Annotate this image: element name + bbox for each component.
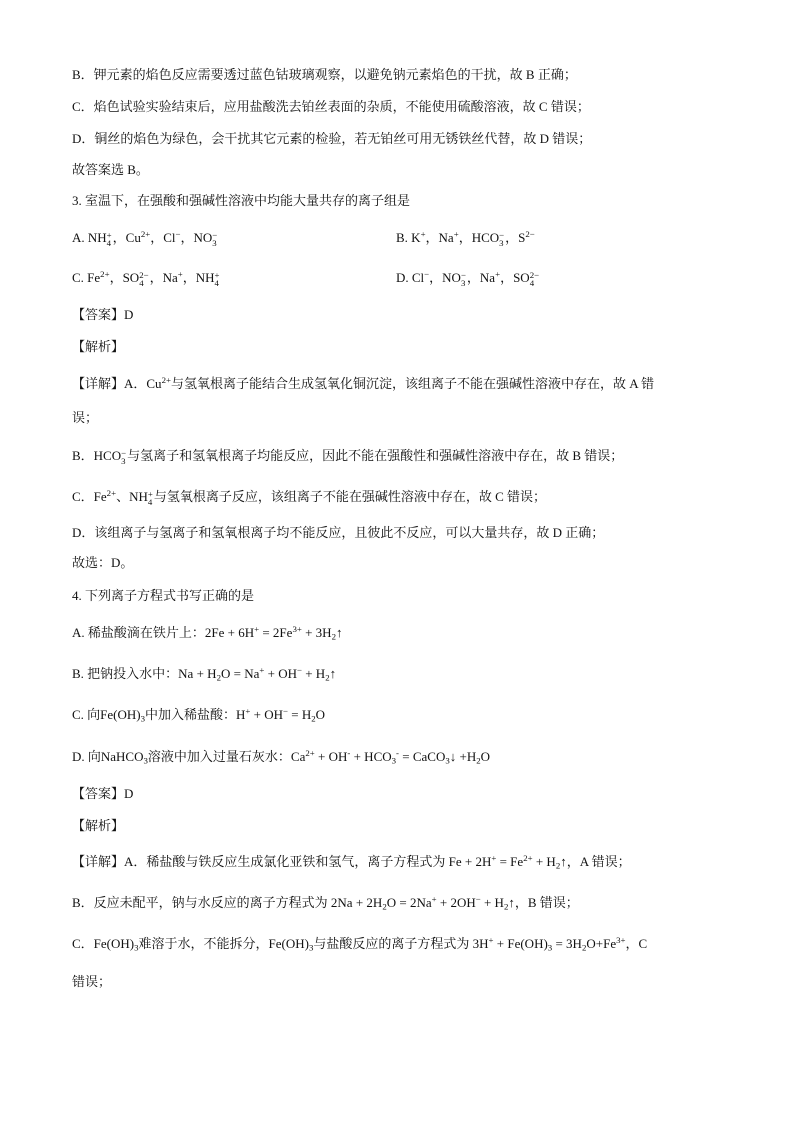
subscript: 2 xyxy=(216,672,221,683)
q3-analysis-label: 【解析】 xyxy=(72,339,125,354)
subscript: 2 xyxy=(331,631,336,642)
text-run: + H xyxy=(532,854,556,869)
text-run: D. Cl xyxy=(396,270,425,285)
text-run: A. NH xyxy=(72,230,107,245)
q3-detail-b xyxy=(72,447,623,465)
text-run: ，Cl xyxy=(150,230,176,245)
q3-option-a xyxy=(72,229,218,247)
superscript: + xyxy=(491,853,497,864)
q2-conclusion: 故答案选 B。 xyxy=(72,162,149,177)
q4-detail-c xyxy=(72,935,647,953)
subscript: 3 xyxy=(143,755,148,766)
superscript: 2− xyxy=(139,269,149,280)
text-run: ，HCO xyxy=(458,230,500,245)
superscript: − xyxy=(296,665,302,676)
q2-explanation-b: B．钾元素的焰色反应需要透过蓝色钴玻璃观察，以避免钠元素焰色的干扰，故 B 正确； xyxy=(72,67,577,82)
q4-answer: 【答案】D xyxy=(72,786,134,801)
superscript: 3+ xyxy=(616,935,626,946)
superscript: + xyxy=(420,229,426,240)
text-run: + 2OH xyxy=(436,895,476,910)
text-run: B．HCO xyxy=(72,448,122,463)
superscript: + xyxy=(254,624,260,635)
text-run: + 3H xyxy=(301,625,332,640)
text-run: = H xyxy=(288,707,312,722)
text-run: A. 稀盐酸滴在铁片上：2Fe + 6H xyxy=(72,625,255,640)
text-run: B．反应未配平，钠与水反应的离子方程式为 2Na + 2H xyxy=(72,895,383,910)
superscript: 2+ xyxy=(523,853,533,864)
text-run: 溶液中加入过量石灰水：Ca xyxy=(147,749,306,764)
superscript: − xyxy=(424,269,430,280)
text-run: ，SO xyxy=(500,270,530,285)
text-run: C. Fe xyxy=(72,270,101,285)
ion-charge-stack xyxy=(139,271,148,288)
superscript: + xyxy=(259,665,265,676)
superscript: + xyxy=(453,229,459,240)
text-run: ，NO xyxy=(180,230,213,245)
text-run: O xyxy=(315,707,326,722)
text-run: ↑，A 错误； xyxy=(560,854,631,869)
text-run: + OH xyxy=(314,749,348,764)
text-run: ↑ xyxy=(329,666,337,681)
text-run: ，NO xyxy=(429,270,461,285)
text-run: ↓ +H xyxy=(449,749,477,764)
q2-explanation-c: C．焰色试验实验结束后，应用盐酸洗去铂丝表面的杂质，不能使用硫酸溶液，故 C 错误； xyxy=(72,99,590,114)
q3-detail-a-continued: 误； xyxy=(72,410,99,425)
subscript: 4 xyxy=(529,277,535,288)
text-run: O xyxy=(480,749,491,764)
superscript: + xyxy=(106,229,112,240)
q3-stem: 3. 室温下，在强酸和强碱性溶液中均能大量共存的离子组是 xyxy=(72,193,411,208)
q3-conclusion: 故选：D。 xyxy=(72,555,134,570)
subscript: 3 xyxy=(547,942,553,953)
text-run: = CaCO xyxy=(399,749,446,764)
text-run: = 2Fe xyxy=(259,625,293,640)
text-run: = 3H xyxy=(552,936,582,951)
superscript: 2+ xyxy=(140,229,151,240)
subscript: 2 xyxy=(325,672,330,683)
q2-explanation-d: D．铜丝的焰色为绿色，会干扰其它元素的检验，若无铂丝可用无锈铁丝代替，故 D 错误； xyxy=(72,131,592,146)
ion-charge-stack xyxy=(530,271,539,288)
superscript: 2− xyxy=(525,229,535,240)
superscript: − xyxy=(499,229,505,240)
subscript: 3 xyxy=(134,942,139,953)
subscript: 2 xyxy=(503,901,509,912)
superscript: + xyxy=(495,269,501,280)
q4-detail-a xyxy=(72,853,631,871)
subscript: 4 xyxy=(106,237,112,248)
subscript: 3 xyxy=(308,942,314,953)
text-run: + HCO xyxy=(350,749,392,764)
superscript: + xyxy=(245,706,251,717)
text-run: 中加入稀盐酸：H xyxy=(145,707,246,722)
text-run: ，Na xyxy=(466,270,496,285)
text-run: ，C xyxy=(625,936,648,951)
text-run: 【详解】A．Cu xyxy=(72,376,162,391)
superscript: − xyxy=(175,229,181,240)
subscript: 3 xyxy=(460,277,466,288)
ion-charge-stack xyxy=(461,271,466,288)
q4-option-c xyxy=(72,706,325,724)
superscript: - xyxy=(347,748,351,759)
text-run: + OH xyxy=(264,666,297,681)
text-run: 与氢氧根离子能结合生成氢氧化铜沉淀，该组离子不能在强碱性溶液中存在，故 A 错 xyxy=(170,376,655,391)
q4-option-b xyxy=(72,665,336,683)
superscript: 2+ xyxy=(106,488,117,499)
text-run: O+Fe xyxy=(586,936,617,951)
subscript: 4 xyxy=(139,277,144,288)
text-run: ，S xyxy=(505,230,526,245)
text-run: ，Na xyxy=(149,270,178,285)
superscript: 2+ xyxy=(100,269,110,280)
superscript: − xyxy=(212,229,218,240)
ion-charge-stack xyxy=(212,231,217,248)
ion-charge-stack xyxy=(215,271,220,288)
q3-detail-c xyxy=(72,488,546,506)
text-run: 与氢氧根离子反应，该组离子不能在强碱性溶液中存在，故 C 错误； xyxy=(153,489,547,504)
superscript: + xyxy=(488,935,494,946)
superscript: 2+ xyxy=(161,375,171,386)
q3-detail-d: D．该组离子与氢离子和氢氧根离子均不能反应，且彼此不反应，可以大量共存，故 D 正确； xyxy=(72,525,605,540)
subscript: 3 xyxy=(445,755,450,766)
ion-charge-stack xyxy=(499,231,504,248)
ion-charge-stack xyxy=(121,449,126,466)
q4-detail-c-continued: 错误； xyxy=(72,974,112,989)
text-run: O = 2Na xyxy=(386,895,432,910)
text-run: 、NH xyxy=(116,489,148,504)
text-run: + H xyxy=(480,895,504,910)
q4-option-d xyxy=(72,748,490,766)
subscript: 3 xyxy=(499,237,504,248)
subscript: 4 xyxy=(147,496,153,507)
text-run: B. K xyxy=(396,230,421,245)
superscript: − xyxy=(121,447,127,458)
subscript: 2 xyxy=(311,713,316,724)
text-run: C. 向Fe(OH) xyxy=(72,707,141,722)
text-run: ，NH xyxy=(182,270,215,285)
superscript: − xyxy=(283,706,288,717)
subscript: 4 xyxy=(214,277,219,288)
text-run: ，SO xyxy=(109,270,140,285)
text-run: 难溶于水，不能拆分，Fe(OH) xyxy=(138,936,309,951)
text-run: 与盐酸反应的离子方程式为 3H xyxy=(313,936,489,951)
q3-answer: 【答案】D xyxy=(72,307,134,322)
superscript: 2+ xyxy=(305,748,315,759)
q3-option-c xyxy=(72,269,221,287)
text-run: O = Na xyxy=(220,666,260,681)
superscript: + xyxy=(431,894,437,905)
text-run: D. 向NaHCO xyxy=(72,749,144,764)
q3-detail-a xyxy=(72,375,654,393)
superscript: + xyxy=(214,269,220,280)
text-run: ↑ xyxy=(336,625,343,640)
superscript: + xyxy=(177,269,183,280)
q3-option-b xyxy=(396,229,535,247)
text-run: ，Cu xyxy=(112,230,141,245)
subscript: 3 xyxy=(391,755,397,766)
q4-detail-b xyxy=(72,894,579,912)
superscript: − xyxy=(475,894,481,905)
text-run: C．Fe xyxy=(72,489,107,504)
q3-option-d xyxy=(396,269,540,287)
superscript: − xyxy=(460,269,466,280)
subscript: 3 xyxy=(212,237,217,248)
superscript: 3+ xyxy=(292,624,302,635)
text-run: B. 把钠投入水中：Na + H xyxy=(72,666,217,681)
text-run: ↑，B 错误； xyxy=(508,895,579,910)
ion-charge-stack xyxy=(107,231,112,248)
subscript: 2 xyxy=(555,860,561,871)
superscript: - xyxy=(396,748,399,759)
q4-option-a xyxy=(72,624,343,642)
subscript: 3 xyxy=(121,455,126,466)
superscript: 2− xyxy=(529,269,540,280)
subscript: 2 xyxy=(581,942,587,953)
subscript: 2 xyxy=(382,901,387,912)
subscript: 3 xyxy=(140,713,146,724)
text-run: + Fe(OH) xyxy=(493,936,548,951)
text-run: C．Fe(OH) xyxy=(72,936,135,951)
text-run: + H xyxy=(301,666,326,681)
q4-analysis-label: 【解析】 xyxy=(72,818,125,833)
text-run: 与氢离子和氢氧根离子均能反应，因此不能在强酸性和强碱性溶液中存在，故 B 错误； xyxy=(127,448,624,463)
text-run: = Fe xyxy=(496,854,524,869)
text-run: + OH xyxy=(250,707,284,722)
ion-charge-stack xyxy=(148,490,153,507)
text-run: ，Na xyxy=(425,230,454,245)
text-run: 【详解】A．稀盐酸与铁反应生成氯化亚铁和氢气，离子方程式为 Fe + 2H xyxy=(72,854,492,869)
q4-stem: 4. 下列离子方程式书写正确的是 xyxy=(72,588,255,603)
superscript: + xyxy=(147,488,153,499)
subscript: 2 xyxy=(476,755,481,766)
